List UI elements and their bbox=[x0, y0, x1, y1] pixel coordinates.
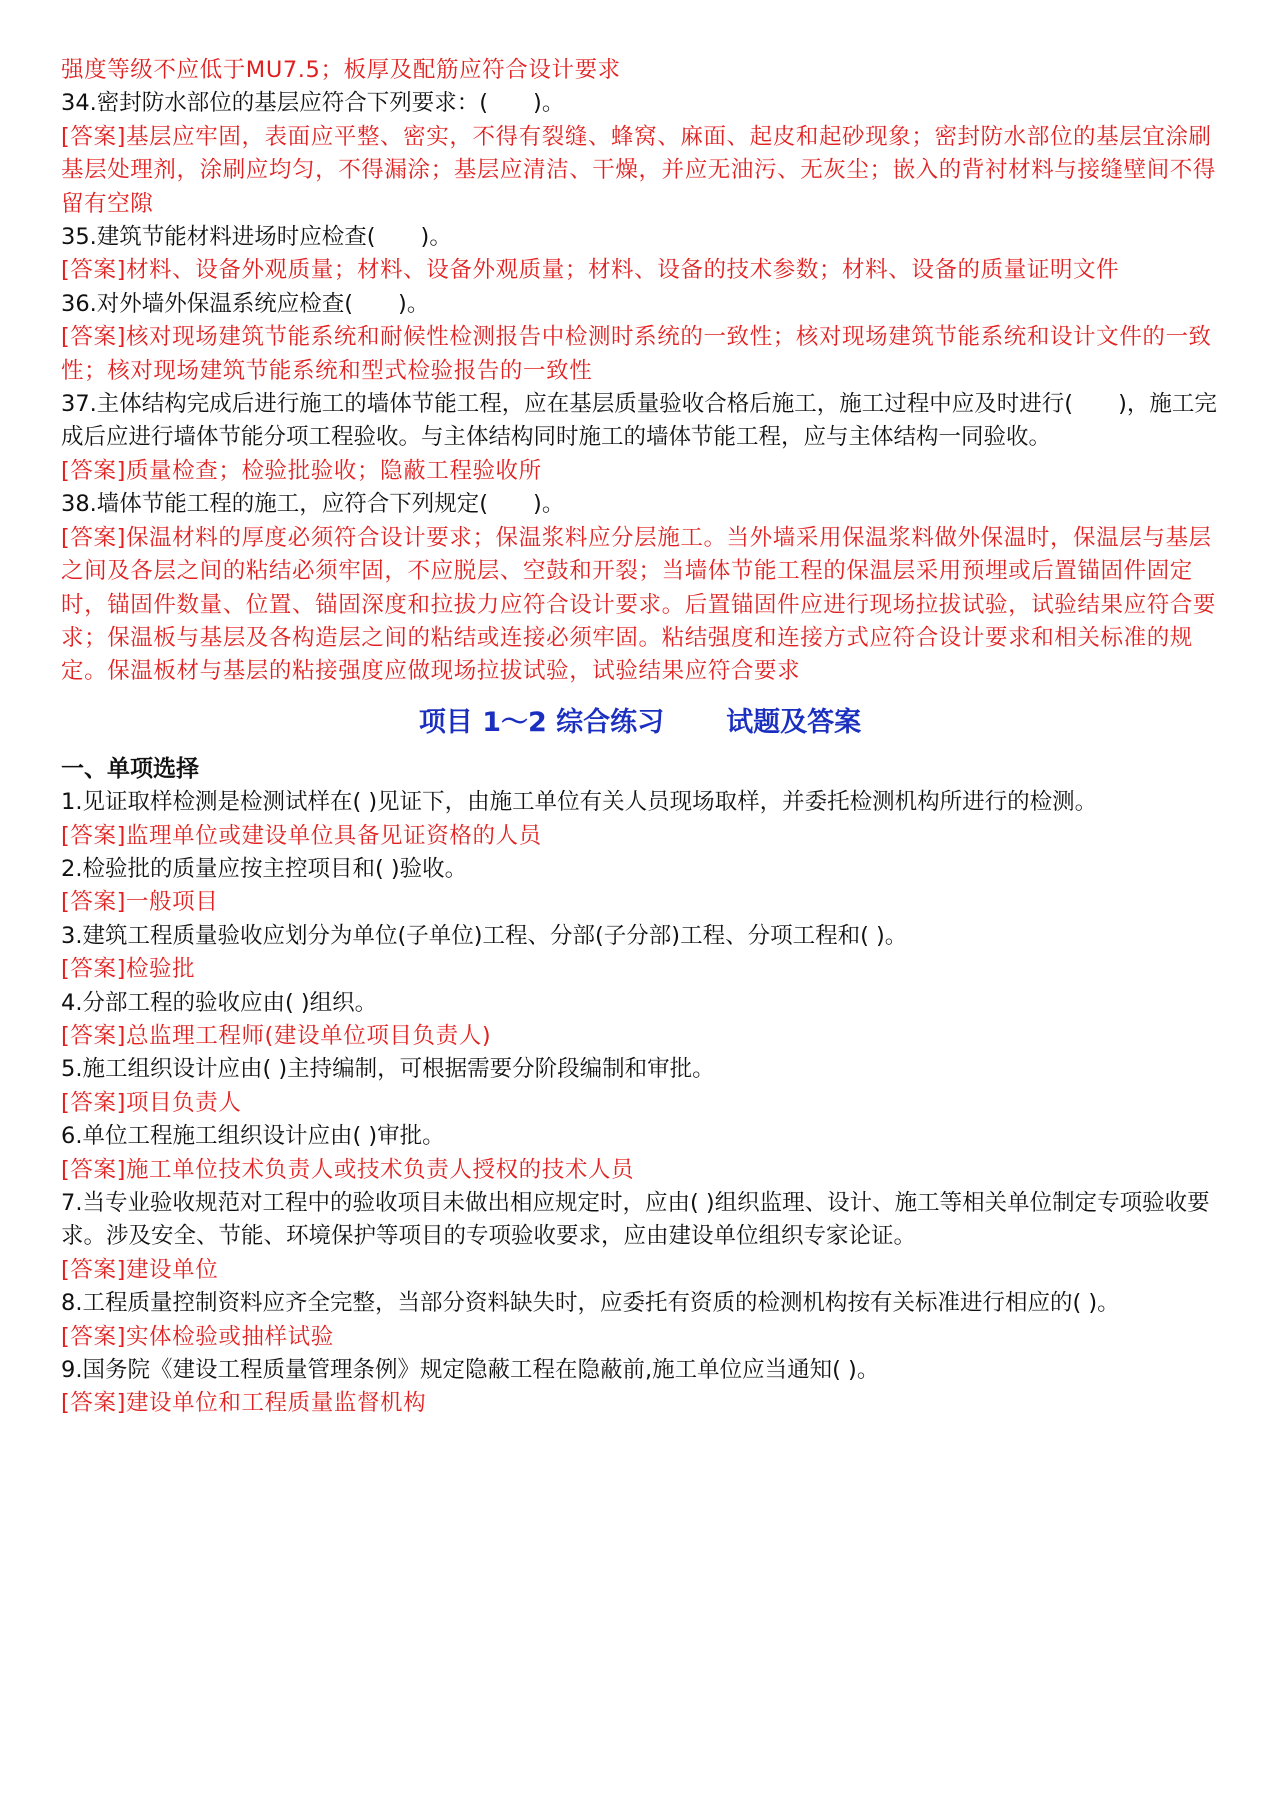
previous-answers-block bbox=[61, 54, 1219, 689]
question-text: 3.建筑工程质量验收应划分为单位(子单位)工程、分部(子分部)工程、分项工程和( )。 bbox=[61, 922, 908, 949]
answer-text: [答案]核对现场建筑节能系统和耐候性检测报告中检测时系统的一致性；核对现场建筑节能系统和设计文件的一致性；核对现场建筑节能系统和型式检验报告的一致性 bbox=[61, 324, 1212, 384]
answer-text: [答案]建设单位 bbox=[61, 1256, 219, 1283]
answer-text: [答案]保温材料的厚度必须符合设计要求；保温浆料应分层施工。当外墙采用保温浆料做外保温时，保温层与基层之间及各层之间的粘结必须牢固，不应脱层、空鼓和开裂；当墙体节能工程的保温层采用预埋或后置锚固件固定时，锚固件数量、位置、锚固深度和拉拔力应符合设计要求。后置锚固件应进行现场拉拔试验，试验结果应符合要求；保温板与基层及各构造层之间的粘结或连接必须牢固。粘结强度和连接方式应符合设计要求和相关标准的规定。保温板材与基层的粘接强度应做现场拉拔试验，试验结果应符合要求 bbox=[61, 524, 1217, 685]
answer-text: [答案]材料、设备外观质量；材料、设备外观质量；材料、设备的技术参数；材料、设备的质量证明文件 bbox=[61, 257, 1120, 284]
section-heading bbox=[61, 703, 1219, 743]
answer-text: [答案]项目负责人 bbox=[61, 1089, 242, 1116]
single-choice-title: 一、单项选择 bbox=[61, 755, 199, 782]
question-text: 35.建筑节能材料进场时应检查( )。 bbox=[61, 224, 452, 251]
heading-left: 项目 1～2 综合练习 bbox=[418, 706, 665, 738]
question-text: 8.工程质量控制资料应齐全完整，当部分资料缺失时，应委托有资质的检测机构按有关标准进行相应的( )。 bbox=[61, 1290, 1120, 1317]
question-text: 36.对外墙外保温系统应检查( )。 bbox=[61, 290, 430, 317]
question-text: 2.检验批的质量应按主控项目和( )验收。 bbox=[61, 855, 468, 882]
answer-text: [答案]实体检验或抽样试验 bbox=[61, 1323, 334, 1350]
question-text: 37.主体结构完成后进行施工的墙体节能工程，应在基层质量验收合格后施工，施工过程中应及时进行( )，施工完成后应进行墙体节能分项工程验收。与主体结构同时施工的墙体节能工程，应与主体结构一同验收。 bbox=[61, 391, 1217, 451]
answer-text: [答案]基层应牢固，表面应平整、密实，不得有裂缝、蜂窝、麻面、起皮和起砂现象；密封防水部位的基层宜涂刷基层处理剂，涂刷应均匀，不得漏涂；基层应清洁、干燥，并应无油污、无灰尘；嵌入的背衬材料与接缝壁间不得留有空隙 bbox=[61, 123, 1217, 217]
single-choice-block bbox=[61, 786, 1219, 1421]
answer-text: [答案]质量检查；检验批验收；隐蔽工程验收所 bbox=[61, 457, 542, 484]
question-text: 38.墙体节能工程的施工，应符合下列规定( )。 bbox=[61, 491, 565, 518]
answer-text: 强度等级不应低于MU7.5；板厚及配筋应符合设计要求 bbox=[61, 57, 621, 83]
question-text: 6.单位工程施工组织设计应由( )审批。 bbox=[61, 1123, 445, 1150]
question-text: 9.国务院《建设工程质量管理条例》规定隐蔽工程在隐蔽前,施工单位应当通知( )。 bbox=[61, 1357, 880, 1384]
question-text: 4.分部工程的验收应由( )组织。 bbox=[61, 989, 378, 1016]
question-text: 5.施工组织设计应由( )主持编制，可根据需要分阶段编制和审批。 bbox=[61, 1056, 715, 1083]
answer-text: [答案]施工单位技术负责人或技术负责人授权的技术人员 bbox=[61, 1156, 635, 1183]
question-text: 34.密封防水部位的基层应符合下列要求：( )。 bbox=[61, 90, 565, 117]
heading-right: 试题及答案 bbox=[726, 706, 862, 738]
answer-text: [答案]一般项目 bbox=[61, 889, 219, 916]
answer-text: [答案]监理单位或建设单位具备见证资格的人员 bbox=[61, 822, 542, 849]
answer-text: [答案]总监理工程师(建设单位项目负责人) bbox=[61, 1022, 492, 1049]
question-text: 7.当专业验收规范对工程中的验收项目未做出相应规定时，应由( )组织监理、设计、施工等相关单位制定专项验收要求。涉及安全、节能、环境保护等项目的专项验收要求，应由建设单位组织专家论证。 bbox=[61, 1190, 1210, 1250]
question-text: 1.见证取样检测是检测试样在( )见证下，由施工单位有关人员现场取样，并委托检测机构所进行的检测。 bbox=[61, 789, 1098, 816]
answer-text: [答案]检验批 bbox=[61, 956, 196, 983]
answer-text: [答案]建设单位和工程质量监督机构 bbox=[61, 1390, 427, 1417]
